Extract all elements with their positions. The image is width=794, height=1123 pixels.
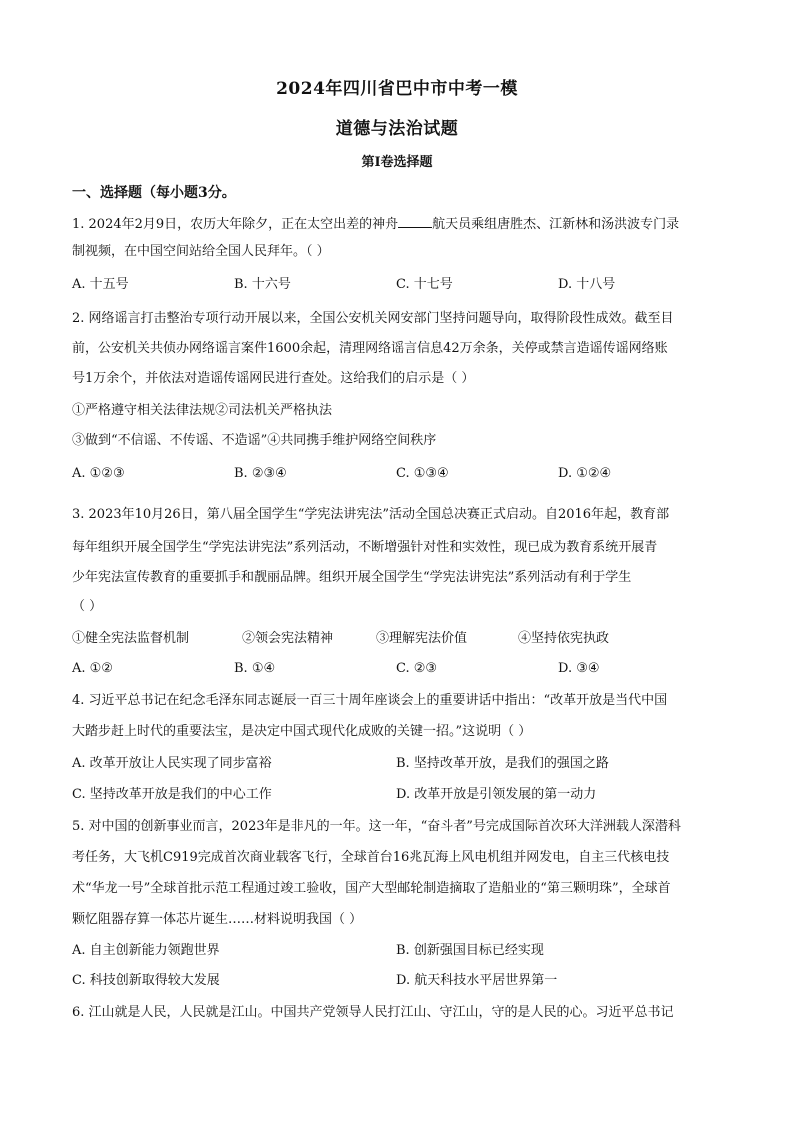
question-2-statements-2: ③做到“不信谣、不传谣、不造谣”④共同携手维护网络空间秩序 [72, 433, 437, 448]
question-5-options-row-1 [72, 942, 722, 960]
statement-1: ①健全宪法监督机制 [72, 631, 190, 646]
option-a: A. ①② [72, 661, 113, 676]
option-b: B. 创新强国目标已经实现 [396, 943, 544, 958]
question-3-line-2: 每年组织开展全国学生“学宪法讲宪法”系列活动，不断增强针对性和实效性，现已成为教育系统开展青 [72, 540, 658, 555]
question-3-line-1: 3. 2023年10月26日，第八届全国学生“学宪法讲宪法”活动全国总决赛正式启动。自2016年起，教育部 [72, 507, 670, 522]
option-a: A. ①②③ [72, 466, 125, 481]
question-2-line-2: 前，公安机关共侦办网络谣言案件1600余起，清理网络谣言信息42万余条，关停或禁言造谣传谣网络账 [72, 341, 668, 356]
answer-blank [398, 215, 432, 228]
question-5-line-3: 术“华龙一号”全球首批示范工程通过竣工验收，国产大型邮轮制造摘取了造船业的“第三颗明珠”，全球首 [72, 881, 671, 896]
statement-2: ②领会宪法精神 [242, 631, 334, 646]
question-2-options [72, 465, 722, 483]
option-d: D. 十八号 [558, 277, 616, 292]
question-5-line-2: 考任务，大飞机C919完成首次商业载客飞行，全球首台16兆瓦海上风电机组并网发电，自主三代核电技 [72, 850, 670, 865]
question-2-statements-1: ①严格遵守相关法律法规②司法机关严格执法 [72, 403, 333, 418]
question-4-options-row-1 [72, 755, 722, 773]
question-4-line-1: 4. 习近平总书记在纪念毛泽东同志诞辰一百三十周年座谈会上的重要讲话中指出：“改革开放是当代中国 [72, 693, 668, 708]
question-1-options [72, 276, 722, 294]
exam-subject: 道德与法治试题 [335, 119, 459, 139]
question-5-options-row-2 [72, 972, 722, 990]
option-a: A. 改革开放让人民实现了同步富裕 [72, 756, 272, 771]
question-3-options [72, 660, 722, 678]
question-3-line-4: （ ） [72, 599, 103, 614]
question-2-line-3: 号1万余个，并依法对造谣传谣网民进行查处。这给我们的启示是（ ） [72, 371, 475, 386]
option-c: C. 坚持改革开放是我们的中心工作 [72, 787, 272, 802]
question-5-line-1: 5. 对中国的创新事业而言，2023年是非凡的一年。这一年，“奋斗者”号完成国际首次环大洋洲载人深潜科 [72, 819, 681, 834]
option-c: C. ①③④ [396, 466, 449, 481]
option-b: B. ①④ [234, 661, 276, 676]
question-3-statements [72, 630, 722, 648]
option-c: C. ②③ [396, 661, 438, 676]
option-b: B. ②③④ [234, 466, 287, 481]
question-1-text-a: 1. 2024年2月9日，农历大年除夕，正在太空出差的神舟 [72, 217, 399, 232]
option-a: A. 自主创新能力领跑世界 [72, 943, 220, 958]
option-d: D. 改革开放是引领发展的第一动力 [396, 787, 597, 802]
option-d: D. 航天科技水平居世界第一 [396, 973, 558, 988]
question-1-line-1 [72, 215, 722, 234]
volume-heading: 第Ⅰ卷选择题 [361, 155, 433, 170]
question-1-line-2: 制视频，在中国空间站给全国人民拜年。（ ） [72, 244, 330, 259]
question-6-line-1: 6. 江山就是人民，人民就是江山。中国共产党领导人民打江山、守江山，守的是人民的心。习近平总书记 [72, 1005, 674, 1020]
question-5-line-4: 颗忆阻器存算一体芯片诞生……材料说明我国（ ） [72, 912, 363, 927]
option-b: B. 坚持改革开放，是我们的强国之路 [396, 756, 609, 771]
question-4-line-2: 大踏步赶上时代的重要法宝，是决定中国式现代化成败的关键一招。”这说明（ ） [72, 724, 532, 739]
option-a: A. 十五号 [72, 277, 129, 292]
option-d: D. ③④ [558, 661, 600, 676]
option-c: C. 十七号 [396, 277, 453, 292]
question-2-line-1: 2. 网络谣言打击整治专项行动开展以来，全国公安机关网安部门坚持问题导向，取得阶段性成效。截至目 [72, 311, 674, 326]
statement-3: ③理解宪法价值 [376, 631, 468, 646]
question-4-options-row-2 [72, 786, 722, 804]
exam-title: 2024年四川省巴中市中考一模 [276, 79, 518, 99]
statement-4: ④坚持依宪执政 [518, 631, 610, 646]
question-3-line-3: 少年宪法宣传教育的重要抓手和靓丽品牌。组织开展全国学生“学宪法讲宪法”系列活动有利于学生 [72, 570, 632, 585]
option-c: C. 科技创新取得较大发展 [72, 973, 220, 988]
option-d: D. ①②④ [558, 466, 612, 481]
question-1-text-b: 航天员乘组唐胜杰、江新林和汤洪波专门录 [432, 217, 680, 232]
section-heading: 一、选择题（每小题3分。 [72, 185, 236, 201]
option-b: B. 十六号 [234, 277, 291, 292]
